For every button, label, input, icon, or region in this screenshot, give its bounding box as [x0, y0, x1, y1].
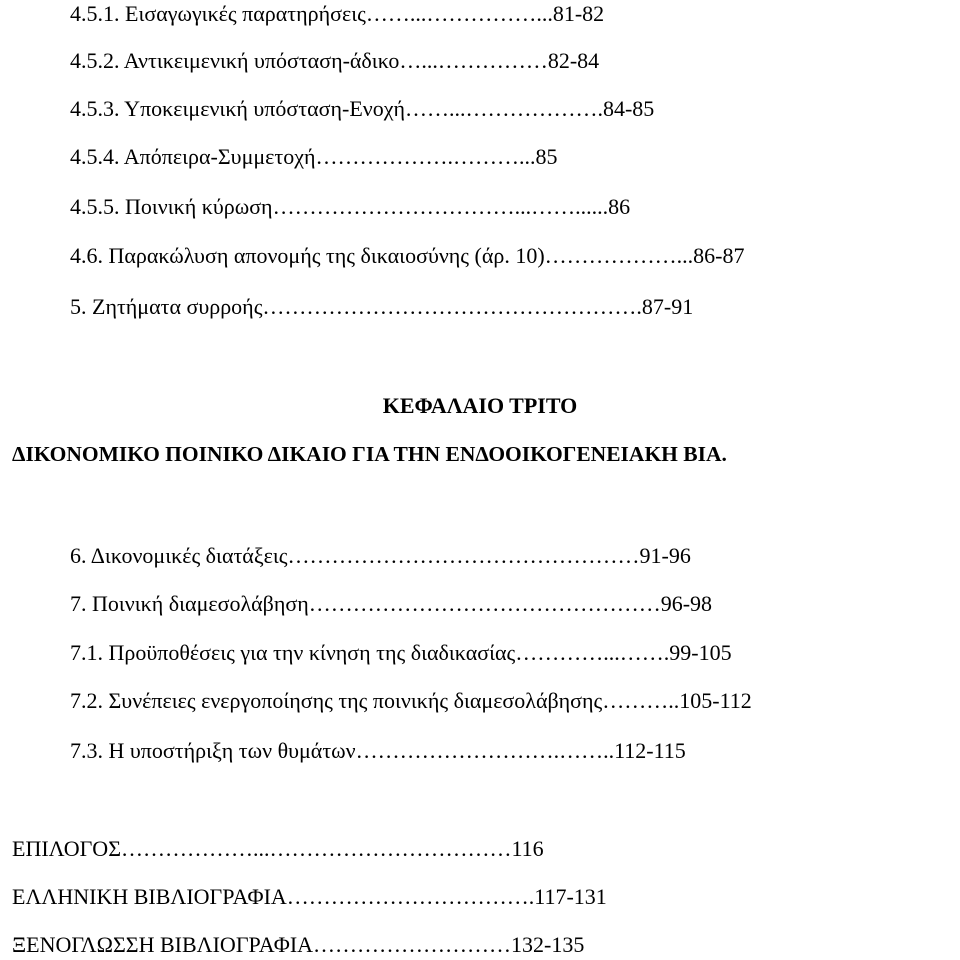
- toc-entry-4-5-1: 4.5.1. Εισαγωγικές παρατηρήσεις……...……………...81-82: [70, 1, 605, 26]
- toc-entry-7-2: 7.2. Συνέπειες ενεργοποίησης της ποινικής διαμεσολάβησης………..105-112: [70, 688, 752, 713]
- toc-entry-foreign-bibliography: ΞΕΝΟΓΛΩΣΣΗ ΒΙΒΛΙΟΓΡΑΦΙΑ………………………132-135: [12, 932, 585, 957]
- toc-entry-7-3: 7.3. Η υποστήριξη των θυμάτων……………………….……..112-115: [70, 738, 686, 763]
- toc-entry-4-5-2: 4.5.2. Αντικειμενική υπόσταση-άδικο…...……………82-84: [70, 48, 600, 73]
- toc-entry-4-5-4: 4.5.4. Απόπειρα-Συμμετοχή……………….………...85: [70, 144, 558, 169]
- toc-entry-epilogue: ΕΠΙΛΟΓΟΣ………………...……………………………116: [12, 836, 544, 861]
- toc-entry-7-1: 7.1. Προϋποθέσεις για την κίνηση της διαδικασίας…………...…….99-105: [70, 640, 732, 665]
- chapter-heading: ΚΕΦΑΛΑΙΟ ΤΡΙΤΟ: [382, 393, 578, 418]
- chapter-subtitle: ΔΙΚΟΝΟΜΙΚΟ ΠΟΙΝΙΚΟ ΔΙΚΑΙΟ ΓΙΑ ΤΗΝ ΕΝΔΟΟΙΚΟΓΕΝΕΙΑΚΗ ΒΙΑ.: [12, 442, 727, 466]
- toc-entry-greek-bibliography: ΕΛΛΗΝΙΚΗ ΒΙΒΛΙΟΓΡΑΦΙΑ…………………………….117-131: [12, 884, 607, 909]
- toc-entry-6: 6. Δικονομικές διατάξεις…………………………………………91-96: [70, 543, 691, 568]
- toc-entry-5: 5. Ζητήματα συρροής…………………………………………….87-91: [70, 294, 694, 319]
- toc-entry-4-5-5: 4.5.5. Ποινική κύρωση……………………………...……......86: [70, 194, 631, 219]
- toc-entry-4-6: 4.6. Παρακώλυση απονομής της δικαιοσύνης (άρ. 10)………………...86-87: [70, 243, 745, 268]
- toc-entry-7: 7. Ποινική διαμεσολάβηση…………………………………………96-98: [70, 591, 713, 616]
- toc-entry-4-5-3: 4.5.3. Υποκειμενική υπόσταση-Ενοχή……...……………….84-85: [70, 96, 655, 121]
